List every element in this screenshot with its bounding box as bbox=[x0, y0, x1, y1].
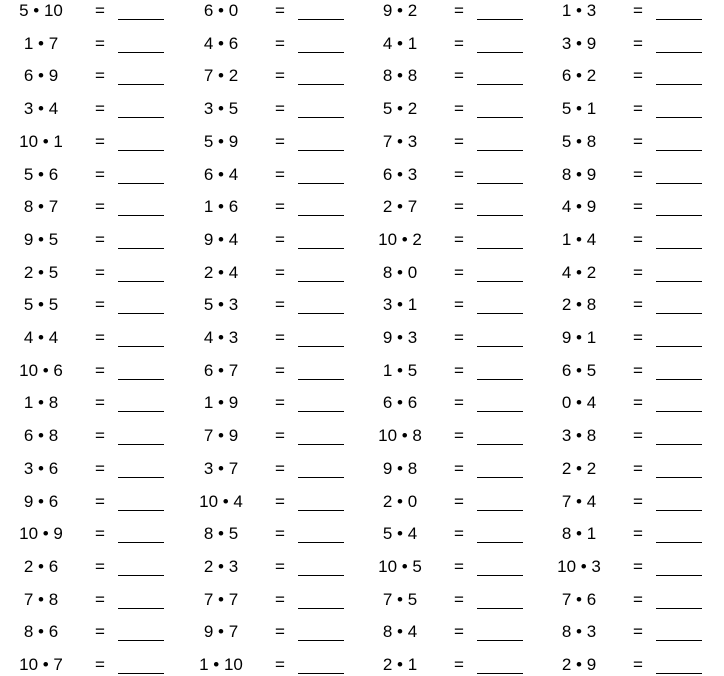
problem-expression: 7 • 7 bbox=[203, 589, 239, 609]
equals-sign: = bbox=[454, 491, 464, 511]
equals-sign: = bbox=[95, 458, 105, 478]
equals-sign: = bbox=[633, 458, 643, 478]
equals-sign: = bbox=[633, 33, 643, 53]
equals-sign: = bbox=[454, 262, 464, 282]
equals-sign: = bbox=[454, 99, 464, 119]
equals-sign: = bbox=[275, 655, 285, 674]
problem-expression: 5 • 9 bbox=[203, 131, 239, 151]
equals-sign: = bbox=[95, 99, 105, 119]
equals-sign: = bbox=[95, 426, 105, 446]
equals-sign: = bbox=[275, 131, 285, 151]
answer-blank[interactable] bbox=[656, 673, 702, 674]
problem-expression: 1 • 4 bbox=[561, 229, 597, 249]
problem-expression: 6 • 8 bbox=[23, 426, 59, 446]
problem-expression: 7 • 6 bbox=[561, 589, 597, 609]
answer-blank[interactable] bbox=[298, 411, 344, 412]
problem-expression: 5 • 8 bbox=[561, 131, 597, 151]
problem-expression: 9 • 8 bbox=[382, 458, 418, 478]
equals-sign: = bbox=[95, 197, 105, 217]
problem-expression: 8 • 3 bbox=[561, 622, 597, 642]
problem-expression: 3 • 9 bbox=[561, 33, 597, 53]
equals-sign: = bbox=[95, 524, 105, 544]
problem-expression: 10 • 3 bbox=[557, 556, 601, 576]
answer-blank[interactable] bbox=[298, 575, 344, 576]
equals-sign: = bbox=[633, 360, 643, 380]
answer-blank[interactable] bbox=[118, 510, 164, 511]
problem-expression: 4 • 4 bbox=[23, 328, 59, 347]
answer-blank[interactable] bbox=[118, 84, 164, 85]
equals-sign: = bbox=[633, 262, 643, 282]
answer-blank[interactable] bbox=[656, 84, 702, 85]
answer-blank[interactable] bbox=[656, 248, 702, 249]
equals-sign: = bbox=[95, 360, 105, 380]
problem-expression: 1 • 9 bbox=[203, 393, 239, 413]
equals-sign: = bbox=[275, 1, 285, 20]
equals-sign: = bbox=[95, 491, 105, 511]
problem-expression: 6 • 6 bbox=[382, 393, 418, 413]
equals-sign: = bbox=[454, 295, 464, 315]
equals-sign: = bbox=[454, 589, 464, 609]
answer-blank[interactable] bbox=[118, 640, 164, 641]
answer-blank[interactable] bbox=[656, 19, 702, 20]
answer-blank[interactable] bbox=[656, 379, 702, 380]
equals-sign: = bbox=[454, 655, 464, 674]
answer-blank[interactable] bbox=[118, 19, 164, 20]
answer-blank[interactable] bbox=[656, 117, 702, 118]
answer-blank[interactable] bbox=[477, 183, 523, 184]
answer-blank[interactable] bbox=[298, 84, 344, 85]
problem-expression: 8 • 7 bbox=[23, 197, 59, 217]
problem-expression: 1 • 10 bbox=[199, 655, 243, 674]
equals-sign: = bbox=[275, 229, 285, 249]
answer-blank[interactable] bbox=[477, 444, 523, 445]
equals-sign: = bbox=[275, 99, 285, 119]
problem-expression: 8 • 4 bbox=[382, 622, 418, 642]
problem-expression: 3 • 5 bbox=[203, 99, 239, 119]
equals-sign: = bbox=[454, 524, 464, 544]
equals-sign: = bbox=[275, 491, 285, 511]
equals-sign: = bbox=[454, 360, 464, 380]
answer-blank[interactable] bbox=[118, 608, 164, 609]
problem-expression: 7 • 3 bbox=[382, 131, 418, 151]
problem-expression: 7 • 8 bbox=[23, 589, 59, 609]
answer-blank[interactable] bbox=[477, 510, 523, 511]
answer-blank[interactable] bbox=[118, 575, 164, 576]
problem-expression: 9 • 4 bbox=[203, 229, 239, 249]
answer-blank[interactable] bbox=[477, 215, 523, 216]
equals-sign: = bbox=[275, 589, 285, 609]
answer-blank[interactable] bbox=[118, 215, 164, 216]
answer-blank[interactable] bbox=[298, 542, 344, 543]
equals-sign: = bbox=[275, 426, 285, 446]
equals-sign: = bbox=[95, 589, 105, 609]
answer-blank[interactable] bbox=[477, 379, 523, 380]
answer-blank[interactable] bbox=[656, 575, 702, 576]
equals-sign: = bbox=[633, 655, 643, 674]
answer-blank[interactable] bbox=[298, 215, 344, 216]
problem-expression: 10 • 6 bbox=[19, 360, 63, 380]
equals-sign: = bbox=[633, 295, 643, 315]
answer-blank[interactable] bbox=[298, 281, 344, 282]
problem-expression: 1 • 5 bbox=[382, 360, 418, 380]
answer-blank[interactable] bbox=[477, 542, 523, 543]
answer-blank[interactable] bbox=[118, 248, 164, 249]
problem-expression: 4 • 3 bbox=[203, 328, 239, 347]
equals-sign: = bbox=[454, 164, 464, 184]
answer-blank[interactable] bbox=[118, 117, 164, 118]
answer-blank[interactable] bbox=[656, 183, 702, 184]
problem-expression: 3 • 1 bbox=[382, 295, 418, 315]
equals-sign: = bbox=[95, 295, 105, 315]
problem-expression: 8 • 8 bbox=[382, 66, 418, 86]
equals-sign: = bbox=[454, 328, 464, 347]
equals-sign: = bbox=[633, 589, 643, 609]
answer-blank[interactable] bbox=[656, 281, 702, 282]
answer-blank[interactable] bbox=[118, 150, 164, 151]
equals-sign: = bbox=[275, 66, 285, 86]
equals-sign: = bbox=[633, 1, 643, 20]
answer-blank[interactable] bbox=[656, 640, 702, 641]
problem-expression: 0 • 4 bbox=[561, 393, 597, 413]
equals-sign: = bbox=[454, 66, 464, 86]
answer-blank[interactable] bbox=[477, 673, 523, 674]
problem-expression: 7 • 5 bbox=[382, 589, 418, 609]
problem-expression: 2 • 7 bbox=[382, 197, 418, 217]
answer-blank[interactable] bbox=[298, 477, 344, 478]
equals-sign: = bbox=[275, 458, 285, 478]
equals-sign: = bbox=[633, 99, 643, 119]
problem-expression: 2 • 9 bbox=[561, 655, 597, 674]
equals-sign: = bbox=[275, 393, 285, 413]
problem-expression: 5 • 6 bbox=[23, 164, 59, 184]
answer-blank[interactable] bbox=[298, 19, 344, 20]
answer-blank[interactable] bbox=[477, 411, 523, 412]
problem-expression: 1 • 6 bbox=[203, 197, 239, 217]
problem-expression: 7 • 4 bbox=[561, 491, 597, 511]
equals-sign: = bbox=[95, 393, 105, 413]
answer-blank[interactable] bbox=[118, 477, 164, 478]
equals-sign: = bbox=[275, 622, 285, 642]
equals-sign: = bbox=[95, 33, 105, 53]
answer-blank[interactable] bbox=[477, 84, 523, 85]
problem-expression: 6 • 5 bbox=[561, 360, 597, 380]
equals-sign: = bbox=[95, 66, 105, 86]
equals-sign: = bbox=[275, 164, 285, 184]
problem-expression: 4 • 1 bbox=[382, 33, 418, 53]
answer-blank[interactable] bbox=[298, 608, 344, 609]
answer-blank[interactable] bbox=[477, 52, 523, 53]
problem-expression: 10 • 9 bbox=[19, 524, 63, 544]
answer-blank[interactable] bbox=[656, 477, 702, 478]
equals-sign: = bbox=[95, 556, 105, 576]
problem-expression: 9 • 5 bbox=[23, 229, 59, 249]
equals-sign: = bbox=[275, 262, 285, 282]
equals-sign: = bbox=[454, 33, 464, 53]
problem-expression: 7 • 2 bbox=[203, 66, 239, 86]
answer-blank[interactable] bbox=[118, 52, 164, 53]
problem-expression: 8 • 0 bbox=[382, 262, 418, 282]
answer-blank[interactable] bbox=[118, 379, 164, 380]
problem-expression: 10 • 1 bbox=[19, 131, 63, 151]
equals-sign: = bbox=[633, 197, 643, 217]
equals-sign: = bbox=[95, 229, 105, 249]
problem-expression: 6 • 4 bbox=[203, 164, 239, 184]
problem-expression: 10 • 7 bbox=[19, 655, 63, 674]
answer-blank[interactable] bbox=[118, 183, 164, 184]
equals-sign: = bbox=[454, 458, 464, 478]
equals-sign: = bbox=[633, 66, 643, 86]
equals-sign: = bbox=[275, 328, 285, 347]
problem-expression: 5 • 4 bbox=[382, 524, 418, 544]
problem-expression: 7 • 9 bbox=[203, 426, 239, 446]
problem-expression: 5 • 1 bbox=[561, 99, 597, 119]
problem-expression: 3 • 7 bbox=[203, 458, 239, 478]
equals-sign: = bbox=[454, 426, 464, 446]
equals-sign: = bbox=[633, 491, 643, 511]
problem-expression: 8 • 9 bbox=[561, 164, 597, 184]
answer-blank[interactable] bbox=[298, 379, 344, 380]
equals-sign: = bbox=[454, 229, 464, 249]
problem-expression: 3 • 4 bbox=[23, 99, 59, 119]
problem-expression: 1 • 3 bbox=[561, 1, 597, 20]
problem-expression: 8 • 1 bbox=[561, 524, 597, 544]
equals-sign: = bbox=[454, 197, 464, 217]
problem-expression: 9 • 2 bbox=[382, 1, 418, 20]
answer-blank[interactable] bbox=[118, 444, 164, 445]
answer-blank[interactable] bbox=[656, 150, 702, 151]
equals-sign: = bbox=[275, 360, 285, 380]
answer-blank[interactable] bbox=[477, 19, 523, 20]
problem-expression: 6 • 3 bbox=[382, 164, 418, 184]
problem-expression: 2 • 4 bbox=[203, 262, 239, 282]
answer-blank[interactable] bbox=[477, 117, 523, 118]
equals-sign: = bbox=[275, 556, 285, 576]
equals-sign: = bbox=[454, 622, 464, 642]
problem-expression: 1 • 7 bbox=[23, 33, 59, 53]
equals-sign: = bbox=[95, 622, 105, 642]
problem-expression: 2 • 1 bbox=[382, 655, 418, 674]
answer-blank[interactable] bbox=[656, 608, 702, 609]
equals-sign: = bbox=[633, 229, 643, 249]
answer-blank[interactable] bbox=[118, 313, 164, 314]
answer-blank[interactable] bbox=[298, 510, 344, 511]
answer-blank[interactable] bbox=[656, 346, 702, 347]
problem-expression: 9 • 3 bbox=[382, 328, 418, 347]
problem-expression: 9 • 6 bbox=[23, 491, 59, 511]
equals-sign: = bbox=[95, 655, 105, 674]
answer-blank[interactable] bbox=[298, 444, 344, 445]
problem-expression: 3 • 8 bbox=[561, 426, 597, 446]
problem-expression: 8 • 6 bbox=[23, 622, 59, 642]
equals-sign: = bbox=[454, 393, 464, 413]
answer-blank[interactable] bbox=[118, 542, 164, 543]
problem-expression: 2 • 5 bbox=[23, 262, 59, 282]
answer-blank[interactable] bbox=[477, 281, 523, 282]
answer-blank[interactable] bbox=[656, 444, 702, 445]
problem-expression: 2 • 0 bbox=[382, 491, 418, 511]
problem-expression: 2 • 3 bbox=[203, 556, 239, 576]
answer-blank[interactable] bbox=[118, 411, 164, 412]
problem-expression: 5 • 5 bbox=[23, 295, 59, 315]
answer-blank[interactable] bbox=[477, 608, 523, 609]
answer-blank[interactable] bbox=[298, 150, 344, 151]
problem-expression: 9 • 1 bbox=[561, 328, 597, 347]
problem-expression: 3 • 6 bbox=[23, 458, 59, 478]
equals-sign: = bbox=[275, 33, 285, 53]
answer-blank[interactable] bbox=[656, 510, 702, 511]
problem-expression: 2 • 2 bbox=[561, 458, 597, 478]
answer-blank[interactable] bbox=[477, 346, 523, 347]
equals-sign: = bbox=[95, 131, 105, 151]
problem-expression: 5 • 3 bbox=[203, 295, 239, 315]
equals-sign: = bbox=[95, 328, 105, 347]
answer-blank[interactable] bbox=[656, 313, 702, 314]
answer-blank[interactable] bbox=[656, 411, 702, 412]
answer-blank[interactable] bbox=[477, 313, 523, 314]
answer-blank[interactable] bbox=[298, 52, 344, 53]
equals-sign: = bbox=[95, 164, 105, 184]
equals-sign: = bbox=[633, 131, 643, 151]
answer-blank[interactable] bbox=[477, 640, 523, 641]
equals-sign: = bbox=[633, 328, 643, 347]
answer-blank[interactable] bbox=[298, 346, 344, 347]
problem-expression: 4 • 6 bbox=[203, 33, 239, 53]
problem-expression: 2 • 6 bbox=[23, 556, 59, 576]
problem-expression: 4 • 2 bbox=[561, 262, 597, 282]
answer-blank[interactable] bbox=[298, 673, 344, 674]
answer-blank[interactable] bbox=[298, 248, 344, 249]
answer-blank[interactable] bbox=[477, 248, 523, 249]
problem-expression: 10 • 2 bbox=[378, 229, 422, 249]
equals-sign: = bbox=[633, 426, 643, 446]
problem-expression: 9 • 7 bbox=[203, 622, 239, 642]
equals-sign: = bbox=[633, 524, 643, 544]
problem-expression: 6 • 0 bbox=[203, 1, 239, 20]
answer-blank[interactable] bbox=[298, 183, 344, 184]
answer-blank[interactable] bbox=[118, 281, 164, 282]
equals-sign: = bbox=[454, 131, 464, 151]
problem-expression: 6 • 7 bbox=[203, 360, 239, 380]
equals-sign: = bbox=[633, 556, 643, 576]
answer-blank[interactable] bbox=[298, 313, 344, 314]
answer-blank[interactable] bbox=[656, 215, 702, 216]
problem-expression: 6 • 9 bbox=[23, 66, 59, 86]
answer-blank[interactable] bbox=[118, 346, 164, 347]
problem-expression: 2 • 8 bbox=[561, 295, 597, 315]
problem-expression: 5 • 2 bbox=[382, 99, 418, 119]
equals-sign: = bbox=[95, 1, 105, 20]
answer-blank[interactable] bbox=[477, 575, 523, 576]
answer-blank[interactable] bbox=[477, 477, 523, 478]
answer-blank[interactable] bbox=[656, 52, 702, 53]
answer-blank[interactable] bbox=[477, 150, 523, 151]
equals-sign: = bbox=[275, 295, 285, 315]
problem-expression: 10 • 4 bbox=[199, 491, 243, 511]
problem-expression: 1 • 8 bbox=[23, 393, 59, 413]
equals-sign: = bbox=[95, 262, 105, 282]
answer-blank[interactable] bbox=[118, 673, 164, 674]
equals-sign: = bbox=[454, 556, 464, 576]
problem-expression: 10 • 8 bbox=[378, 426, 422, 446]
problem-expression: 4 • 9 bbox=[561, 197, 597, 217]
equals-sign: = bbox=[633, 164, 643, 184]
answer-blank[interactable] bbox=[298, 640, 344, 641]
problem-expression: 10 • 5 bbox=[378, 556, 422, 576]
problem-expression: 6 • 2 bbox=[561, 66, 597, 86]
equals-sign: = bbox=[633, 393, 643, 413]
equals-sign: = bbox=[454, 1, 464, 20]
equals-sign: = bbox=[275, 524, 285, 544]
problem-expression: 8 • 5 bbox=[203, 524, 239, 544]
equals-sign: = bbox=[633, 622, 643, 642]
answer-blank[interactable] bbox=[298, 117, 344, 118]
problem-expression: 5 • 10 bbox=[19, 1, 63, 20]
equals-sign: = bbox=[275, 197, 285, 217]
answer-blank[interactable] bbox=[656, 542, 702, 543]
